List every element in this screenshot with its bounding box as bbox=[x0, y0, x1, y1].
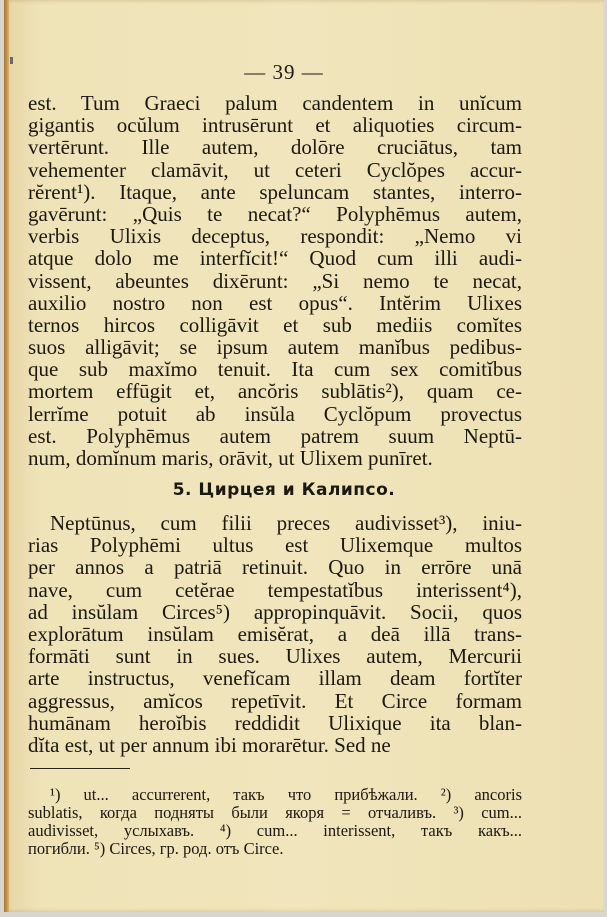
text-line: Neptūnus, cum filii preces audivisset³), iniu- bbox=[50, 511, 522, 535]
text-line: ¹) ut... accurrerent, такъ что прибѣжали. ²) ancoris bbox=[50, 785, 522, 804]
text-line: gigantis ocŭlum intrusērunt et aliquoties circum- bbox=[28, 113, 522, 138]
text-line: mortem effūgit et, ancŏris sublātis²), quam ce- bbox=[28, 379, 522, 404]
text-line: auxilio nostro non est opus“. Intĕrim Ulixes bbox=[28, 290, 522, 315]
text-line: num, domĭnum maris, orāvit, ut Ulixem punīret. bbox=[28, 446, 433, 470]
text-line: suos alligāvit; se ipsum autem manĭbus pedibus- bbox=[28, 335, 522, 360]
text-line: nave, cum cetĕrae tempestatĭbus interissent⁴), bbox=[28, 577, 522, 602]
page-spine-edge bbox=[4, 0, 9, 912]
text-line: lerrĭme potuit ab insŭla Cyclŏpum provectus bbox=[28, 401, 522, 426]
footnotes bbox=[28, 786, 522, 858]
text-line: humānam heroĭbis reddidit Ulixique ita blan- bbox=[28, 710, 522, 735]
text-line: sublatis, когда подняты были якоря = отчаливъ. ³) cum... bbox=[28, 803, 522, 822]
text-line: ad insŭlam Circes⁵) appropinquāvit. Socii, quos bbox=[28, 599, 522, 624]
text-line: dĭta est, ut per annum ibi morarētur. Sed ne bbox=[28, 732, 391, 757]
text-line: vissent, abeuntes dixērunt: „Si nemo te necat, bbox=[28, 268, 522, 293]
text-line: погибли. ⁵) Circes, гр. род. отъ Circe. bbox=[28, 839, 284, 858]
text-line: est. Tum Graeci palum candentem in unĭcum bbox=[28, 91, 522, 115]
text-line: que sub maxĭmo tenuit. Ita cum sex comitĭbus bbox=[28, 357, 522, 382]
text-line: rĕrent¹). Itaque, ante speluncam stantes, interro- bbox=[28, 179, 522, 204]
text-line: vehementer clamāvit, ut ceteri Cyclŏpes accur- bbox=[28, 157, 522, 182]
paragraph-2 bbox=[28, 512, 522, 756]
text-line: gavērunt: „Quis te necat?“ Polyphēmus autem, bbox=[28, 201, 522, 226]
book-page bbox=[4, 0, 604, 912]
text-line: ternos hircos colligāvit et sub mediis comĭtes bbox=[28, 312, 522, 337]
text-line: est. Polyphēmus autem patrem suum Neptū- bbox=[28, 423, 522, 448]
text-line: atque dolo me interfĭcit!“ Quod cum illi audi- bbox=[28, 246, 522, 271]
text-line: aggressus, amĭcos repetīvit. Et Circe formam bbox=[28, 688, 522, 713]
text-line: rias Polyphēmi ultus est Ulixemque multos bbox=[28, 533, 522, 558]
footnote-divider bbox=[30, 768, 130, 769]
text-line: explorātum insŭlam emisĕrat, a deā illā trans- bbox=[28, 621, 522, 646]
section-heading: 5. Цирцея и Калипсо. bbox=[172, 480, 396, 500]
text-line: verbis Ulixis deceptus, respondit: „Nemo vi bbox=[28, 224, 522, 249]
text-line: per annos a patriā retinuit. Quo in errōre unā bbox=[28, 555, 522, 580]
text-line: vertērunt. Ille autem, dolōre cruciātus, tam bbox=[28, 135, 522, 160]
text-line: formāti sunt in sues. Ulixes autem, Mercurii bbox=[28, 644, 522, 669]
text-line: audivisset, услыхавъ. ⁴) cum... interissent, такъ какъ... bbox=[28, 821, 522, 840]
paragraph-1 bbox=[28, 92, 522, 469]
text-line: arte instructus, venefĭcam illam deam fortĭter bbox=[28, 666, 522, 691]
page-number: — 39 — bbox=[244, 60, 324, 84]
